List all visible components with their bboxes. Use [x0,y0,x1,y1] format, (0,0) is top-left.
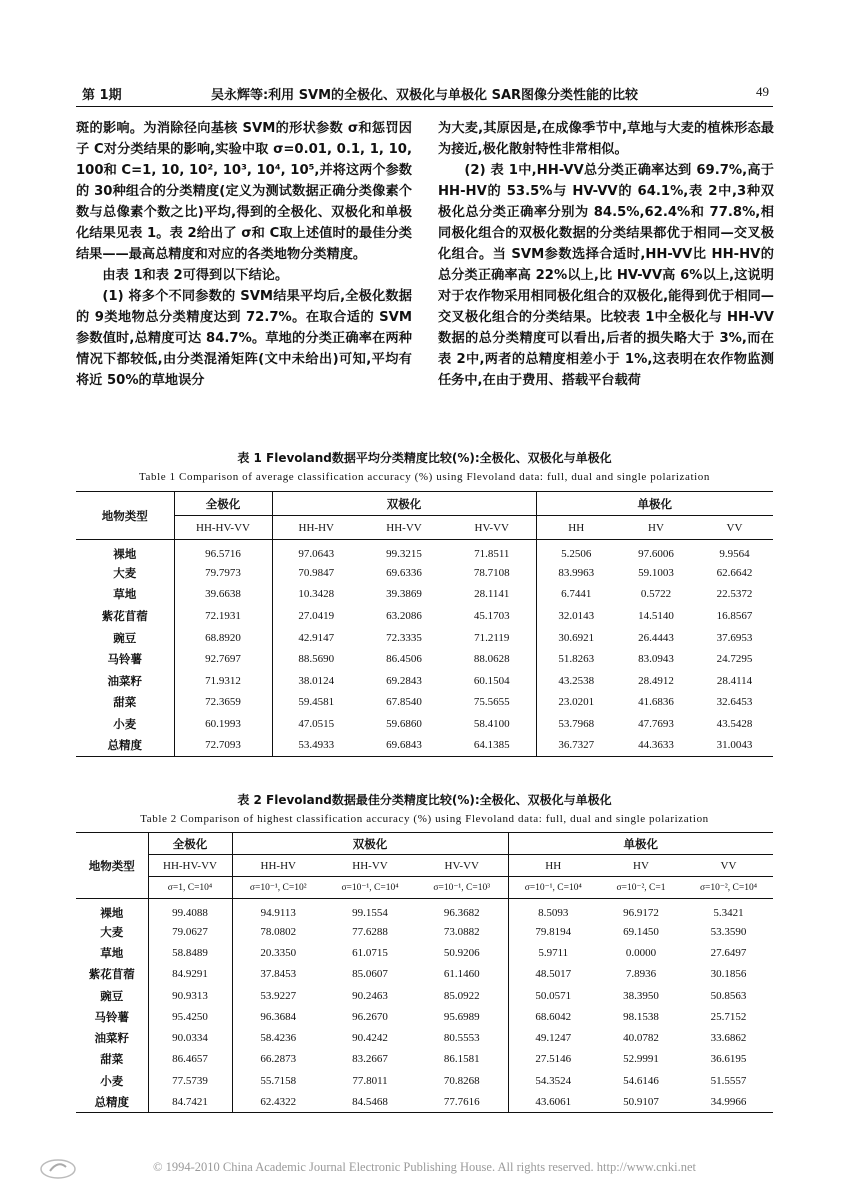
copyright-footer: © 1994-2010 China Academic Journal Electronic Publishing House. All rights reserved. http://www.cnki.net [153,1160,696,1174]
table-cell: 59.4581 [298,696,335,709]
table2-header-full: 全极化 [148,833,232,855]
row-label: 豌豆 [76,985,148,1006]
row-label: 马铃薯 [76,648,174,670]
table-cell: 63.2086 [386,609,422,622]
table1-header-dual: 双极化 [272,492,536,516]
table-cell: 37.8453 [260,968,297,981]
table-cell: 61.0715 [352,946,388,959]
table-cell: 96.2670 [352,1010,388,1023]
table-row [76,627,773,649]
table-cell: 62.4322 [232,1091,324,1112]
table-row [76,648,773,670]
table-cell: 25.7152 [710,1010,747,1023]
table2-param-header: σ=1, C=10⁴ [148,877,232,899]
table-cell: 43.6061 [508,1091,598,1112]
table2-param-header: σ=10⁻², C=10⁴ [684,877,773,899]
table1-col-header: HV [616,516,696,540]
table1-header-single: 单极化 [536,492,773,516]
table-cell: 27.6497 [710,946,747,959]
table-cell: 50.9107 [598,1091,684,1112]
table-cell: 39.3869 [386,588,422,601]
table-cell: 68.8920 [174,627,272,649]
table-cell: 37.6953 [716,631,753,644]
table-cell: 78.0802 [260,925,297,938]
table-cell: 6.7441 [561,588,592,601]
table2-param-header: σ=10⁻¹, C=10⁴ [508,877,598,899]
table-cell: 72.1931 [174,605,272,627]
table-cell: 34.9966 [684,1091,773,1112]
table1-caption-cn: 表 1 Flevoland数据平均分类精度比较(%):全极化、双极化与单极化 [237,451,612,465]
table2-col-header: VV [684,855,773,877]
table-cell: 5.9711 [538,946,569,959]
table-cell: 90.0334 [148,1027,232,1048]
table-cell: 77.6288 [352,925,388,938]
table-cell: 23.0201 [558,696,595,709]
table-cell: 30.6921 [558,631,595,644]
row-label: 草地 [76,942,148,963]
table-cell: 7.8936 [625,968,657,981]
table2-header-single: 单极化 [508,833,773,855]
table-cell: 68.6042 [535,1010,572,1023]
table-row [76,584,773,606]
table-cell: 64.1385 [448,735,536,757]
table1-col-header: HH-HV-VV [174,516,272,540]
table-cell: 62.6642 [716,566,753,579]
table-cell: 72.3659 [174,692,272,714]
table-cell: 58.8489 [148,942,232,963]
table2-param-header: σ=10⁻¹, C=10³ [416,877,508,899]
left-column [76,118,412,391]
table-cell: 40.0782 [623,1032,659,1045]
table-cell: 75.5655 [448,692,536,714]
table2-col-header: HV [598,855,684,877]
table2-caption-en: Table 2 Comparison of highest classification accuracy (%) using Flevoland data: full, dual and single polarization [140,813,709,825]
table2-col-header: HV-VV [416,855,508,877]
table-row [76,921,773,942]
table1-col-header: HH-VV [360,516,448,540]
table1-col-header: HV-VV [448,516,536,540]
table-cell: 66.2873 [260,1053,297,1066]
table-cell: 84.5468 [324,1091,416,1112]
table-cell: 70.9847 [298,566,335,579]
table-cell: 90.4242 [352,1032,388,1045]
page-number: 49 [756,84,769,99]
table-cell: 95.4250 [148,1006,232,1027]
table1 [76,491,773,757]
row-label: 甜菜 [76,692,174,714]
table-cell: 86.4506 [386,653,422,666]
table-cell: 78.7108 [448,562,536,584]
table-cell: 96.5716 [174,540,272,563]
table-cell: 72.7093 [174,735,272,757]
table-cell: 77.5739 [148,1070,232,1091]
table-row [76,692,773,714]
table2-caption-cn: 表 2 Flevoland数据最佳分类精度比较(%):全极化、双极化与单极化 [237,793,612,807]
table-cell: 99.4088 [148,899,232,922]
table2-param-header: σ=10⁻¹, C=10² [232,877,324,899]
table1-header-class: 地物类型 [76,492,174,540]
table-cell: 69.6843 [360,735,448,757]
table-cell: 44.3633 [616,735,696,757]
table-cell: 71.2119 [448,627,536,649]
table-cell: 60.1504 [448,670,536,692]
left-paragraph-3: (1) 将多个不同参数的 SVM结果平均后,全极化数据的 9类地物总分类精度达到 72.7%。在取合适的 SVM参数值时,总精度可达 84.7%。草地的分类正确率在两种情况下都较低,由分类混淆矩阵(文中未给出)可知,平均有将近 50%的草地误分 [76,289,412,388]
row-label: 小麦 [76,713,174,735]
table1-col-header: HH-HV [272,516,360,540]
table-cell: 55.7158 [260,1074,297,1087]
table-cell: 58.4236 [260,1032,297,1045]
table-cell: 73.0882 [416,921,508,942]
table-cell: 92.7697 [174,648,272,670]
table-cell: 32.0143 [558,609,595,622]
table-cell: 86.1581 [416,1049,508,1070]
table-row [76,605,773,627]
table-cell: 28.4114 [716,674,753,687]
row-label: 甜菜 [76,1049,148,1070]
table2-header-class: 地物类型 [76,833,148,899]
table-cell: 32.6453 [716,696,753,709]
row-label: 大麦 [76,562,174,584]
row-label: 紫花苜蓿 [76,964,148,985]
table-cell: 48.5017 [535,968,572,981]
table-cell: 70.8268 [416,1070,508,1091]
table-cell: 41.6836 [638,696,674,709]
table-cell: 69.2843 [386,674,422,687]
table1-col-header: VV [696,516,773,540]
table-cell: 53.7968 [558,717,595,730]
table-cell: 96.9172 [623,907,659,919]
table-cell: 96.3682 [416,899,508,922]
table-cell: 83.9963 [558,566,595,579]
table-cell: 0.0000 [625,946,657,959]
issue-number: 第 1期 [82,88,122,103]
table-cell: 97.0643 [298,548,335,560]
table-cell: 71.8511 [448,540,536,563]
table-row [76,942,773,963]
row-label: 草地 [76,584,174,606]
table-row [76,1006,773,1027]
table-row [76,1070,773,1091]
table-cell: 20.3350 [260,946,297,959]
row-label: 裸地 [76,899,148,922]
table-cell: 88.0628 [448,648,536,670]
header-rule [76,106,773,107]
table2-col-header: HH-VV [324,855,416,877]
table-cell: 98.1538 [623,1010,659,1023]
table-cell: 83.2667 [352,1053,388,1066]
table-row [76,735,773,757]
table-cell: 51.5557 [710,1074,747,1087]
table2-col-header: HH-HV [232,855,324,877]
table-cell: 28.1141 [448,584,536,606]
left-paragraph-2: 由表 1和表 2可得到以下结论。 [102,268,289,283]
table-cell: 95.6989 [416,1006,508,1027]
table1-header-full: 全极化 [174,492,272,516]
table-cell: 42.9147 [298,631,335,644]
table-cell: 43.5428 [716,717,753,730]
table-row [76,540,773,563]
table-cell: 86.4657 [148,1049,232,1070]
table-cell: 51.8263 [558,653,595,666]
table-cell: 38.3950 [623,989,659,1002]
table-cell: 28.4912 [638,674,674,687]
table-cell: 0.5722 [640,588,672,601]
table-cell: 47.0515 [298,717,335,730]
table-cell: 50.0571 [535,989,572,1002]
row-label: 豌豆 [76,627,174,649]
table1-col-header: HH [536,516,616,540]
table-cell: 10.3428 [298,588,335,601]
table-cell: 80.5553 [416,1027,508,1048]
table-cell: 61.1460 [416,964,508,985]
table-cell: 36.6195 [710,1053,747,1066]
table-row [76,670,773,692]
table-cell: 84.9291 [148,964,232,985]
table-cell: 43.2538 [558,674,595,687]
table-cell: 54.3524 [535,1074,572,1087]
table-cell: 8.5093 [538,907,569,919]
table-cell: 77.8011 [352,1074,388,1087]
table-cell: 22.5372 [716,588,753,601]
table-cell: 71.9312 [174,670,272,692]
table-cell: 30.1856 [710,968,747,981]
table2-col-header: HH [508,855,598,877]
table-cell: 59.6860 [386,717,422,730]
right-column [438,118,774,391]
table-cell: 14.5140 [638,609,674,622]
table-cell: 53.3590 [710,925,747,938]
table-cell: 26.4443 [638,631,674,644]
table2-col-header: HH-HV-VV [148,855,232,877]
table1-caption-en: Table 1 Comparison of average classification accuracy (%) using Flevoland data: full, dual and single polarization [138,471,710,483]
table-cell: 50.9206 [416,942,508,963]
table-cell: 88.5690 [298,653,335,666]
table-cell: 45.1703 [448,605,536,627]
table-cell: 36.7327 [536,735,616,757]
table-row [76,964,773,985]
table-cell: 83.0943 [638,653,674,666]
table-cell: 59.1003 [638,566,674,579]
left-paragraph-1: 斑的影响。为消除径向基核 SVM的形状参数 σ和惩罚因子 C对分类结果的影响,实验中取 σ=0.01, 0.1, 1, 10, 100和 C=1, 10, 10², 10³, 10⁴, 10⁵,并将这两个参数的 30种组合的分类精度(定义为测试数据正确分类像素个数与总像素个数之比)平均,得到的全极化、双极化和单极化结果见表 1。表 2给出了 σ和 C取上述值时的最佳分类结果——最高总精度和对应的各类地物分类精度。 [76,121,412,262]
table-cell: 53.4933 [272,735,360,757]
row-label: 总精度 [76,1091,148,1112]
table-row [76,562,773,584]
table-cell: 53.9227 [260,989,297,1002]
table2-header-dual: 双极化 [232,833,508,855]
table-row [76,899,773,922]
table2 [76,832,773,1113]
table-cell: 33.6862 [710,1032,747,1045]
row-label: 马铃薯 [76,1006,148,1027]
table-cell: 85.0607 [352,968,388,981]
row-label: 小麦 [76,1070,148,1091]
row-label: 油菜籽 [76,670,174,692]
table-cell: 54.6146 [623,1074,659,1087]
table-cell: 60.1993 [174,713,272,735]
table-cell: 85.0922 [416,985,508,1006]
table-row [76,713,773,735]
table-cell: 90.9313 [148,985,232,1006]
table-cell: 50.8563 [710,989,747,1002]
table-cell: 79.8194 [535,925,572,938]
table-cell: 67.8540 [386,696,422,709]
table-cell: 99.1554 [352,907,388,919]
table-cell: 9.9564 [719,548,750,560]
table-cell: 5.3421 [713,907,744,919]
right-paragraph-1: 为大麦,其原因是,在成像季节中,草地与大麦的植株形态最为接近,极化散射特性非常相似。 [438,121,774,157]
table-cell: 97.6006 [638,548,674,560]
table-cell: 69.1450 [623,925,659,938]
table-cell: 79.7973 [174,562,272,584]
table-cell: 52.9991 [623,1053,659,1066]
row-label: 总精度 [76,735,174,757]
table2-param-header: σ=10⁻², C=1 [598,877,684,899]
table-row [76,1049,773,1070]
table-row [76,1027,773,1048]
table-row [76,1091,773,1112]
table-cell: 99.3215 [386,548,422,560]
row-label: 紫花苜蓿 [76,605,174,627]
table-cell: 69.6336 [386,566,422,579]
table-cell: 77.7616 [416,1091,508,1112]
table-cell: 27.5146 [535,1053,572,1066]
table-cell: 49.1247 [535,1032,572,1045]
table-cell: 58.4100 [448,713,536,735]
row-label: 裸地 [76,540,174,563]
table-cell: 31.0043 [696,735,773,757]
table-row [76,985,773,1006]
table-cell: 90.2463 [352,989,388,1002]
running-title: 吴永辉等:利用 SVM的全极化、双极化与单极化 SAR图像分类性能的比较 [210,88,639,103]
table-cell: 84.7421 [148,1091,232,1112]
table-cell: 38.0124 [298,674,335,687]
table-cell: 47.7693 [638,717,674,730]
table-cell: 16.8567 [716,609,753,622]
row-label: 大麦 [76,921,148,942]
table-cell: 96.3684 [260,1010,297,1023]
table-cell: 94.9113 [260,907,296,919]
table-cell: 72.3335 [386,631,422,644]
table-cell: 27.0419 [298,609,335,622]
table-cell: 24.7295 [716,653,753,666]
table-cell: 79.0627 [148,921,232,942]
table-cell: 39.6638 [174,584,272,606]
right-paragraph-2: (2) 表 1中,HH-VV总分类正确率达到 69.7%,高于 HH-HV的 53.5%与 HV-VV的 64.1%,表 2中,3种双极化总分类正确率分别为 84.5%,62.4%和 77.8%,相同极化组合的双极化数据的分类结果都优于相同—交叉极化组合。当 SVM参数选择合适时,HH-VV比 HH-HV的总分类正确率高 22%以上,比 HV-VV高 6%以上,这说明对于农作物采用相同极化组合的双极化,能得到优于相同—交叉极化组合的分类结果。比较表 1中全极化与 HH-VV数据的总分类精度可以看出,后者的损失略大于 3%,而在表 2中,两者的总精度相差小于 1%,这表明在农作物监测任务中,在由于费用、搭载平台载荷 [438,163,774,388]
table-cell: 5.2506 [561,548,592,560]
running-header [76,84,773,104]
row-label: 油菜籽 [76,1027,148,1048]
table2-param-header: σ=10⁻¹, C=10⁴ [324,877,416,899]
